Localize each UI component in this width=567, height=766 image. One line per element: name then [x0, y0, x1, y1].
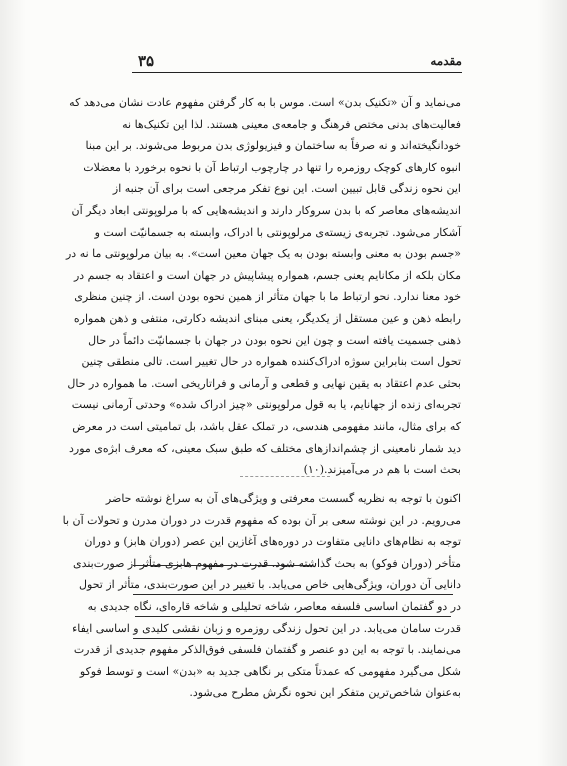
pen-underline — [133, 565, 313, 566]
text-line: تحول است بنابراین سوژه ادراک‌کننده همواره در حال تغییر است. تالی منطقی چنین — [81, 355, 461, 369]
page-header — [132, 50, 462, 74]
text-line: می‌رویم. در این نوشته سعی بر آن بوده که مفهوم قدرت در دوران مدرن و تحولات آن با — [62, 513, 461, 527]
text-line: اندیشه‌های معاصر که با بدن سروکار دارند و اندیشه‌هایی که با مرلوپونتی ابعاد دیگر آن — [71, 203, 461, 217]
text-line: انبوه کارهای کوچک روزمره را تنها در چارچوب ارتباط آن با نحوه برخورد با معضلات — [83, 160, 461, 174]
pen-underline — [133, 594, 453, 595]
text-line: به‌عنوان شاخص‌ترین متفکر این نحوه نگرش مطرح می‌شود. — [189, 686, 461, 700]
header-rule — [132, 72, 462, 73]
text-line: که برای مثال، مانند مفهومی هندسی، در تملک عقل باشد، بل تمامیتی است در معرض — [72, 419, 461, 433]
text-line: دید شمار نامعینی از چشم‌اندازهای مختلف که طبق سبک معینی، که معرف ابژه‌ی مورد — [69, 441, 461, 455]
page-edge-shadow-left — [0, 0, 26, 766]
text-line: بحثی عدم اعتقاد به یقین نهایی و قطعی و آرمانی و فراتاریخی است. ما همواره در حال — [67, 376, 461, 390]
text-line: ذهنی جسمیت یافته است و چون این نحوه بودن در جهان با جسمانیّت دائماً در حال — [88, 333, 461, 347]
text-line: می‌نمایند. با توجه به این دو عنصر و گفتمان فلسفی فوق‌الذکر مفهوم جدیدی از قدرت — [73, 643, 461, 657]
text-line: رابطه ذهن و عین مستقل از یکدیگر، یعنی مبنای اندیشه دکارتی، منتفی و ذهن همواره — [73, 311, 461, 325]
text-line: «جسم بودن به معنی وابسته بودن به یک جهان معین است». به بیان مرلوپونتی ما نه در — [66, 247, 461, 261]
page-number: ۳۵ — [138, 52, 155, 70]
paragraph-2 — [62, 488, 461, 704]
page-edge-shadow-right — [537, 0, 567, 766]
text-line: اکنون با توجه به نظریه گسست معرفتی و ویژگی‌های آن به سراغ نوشته حاضر — [105, 492, 461, 505]
text-line: دانایی آن دوران، ویژگی‌هایی خاص می‌یابد. با تغییر در این صورت‌بندی، متأثر از تحول — [79, 578, 461, 592]
text-line: فعالیت‌های بدنی مختص فرهنگ و جامعه‌ی معینی هستند. لذا این تکنیک‌ها نه — [122, 117, 461, 131]
pen-underline — [135, 616, 451, 617]
running-title: مقدمه — [430, 54, 462, 68]
paragraph-1 — [66, 92, 461, 481]
text-line: بحث است با هم در می‌آمیزند.(۱۰) — [303, 463, 461, 477]
text-line: شکل می‌گیرد مفهومی که عمدتاً متکی بر نگاهی جدید به «بدن» است و توسط فوکو — [79, 664, 461, 678]
text-line: در دو گفتمان اساسی فلسفه معاصر، شاخه تحلیلی و شاخه قاره‌ای، نگاه جدیدی به — [87, 599, 461, 613]
text-line: مکان بلکه از مکانایم یعنی جسم، همواره پیشاپیش در جهان است و اعتقاد به جسم در — [73, 268, 461, 282]
pencil-mark — [240, 476, 330, 479]
text-line: خودانگیخته‌اند و نه صرفاً به ساختمان و فیزیولوژی بدن مربوط می‌شوند. بر این مبنا — [85, 139, 461, 153]
text-line: این نحوه زندگی قابل تبیین است. این نوع تفکر مرجعی است برای آن جنبه از — [112, 182, 461, 196]
text-line: خود معنا ندارد. نحو ارتباط ما با جهان متأثر از همین نحوه بودن است. از چنین منظری — [74, 290, 461, 304]
text-line: توجه به نظام‌های دانایی متفاوت در دوره‌های آغازین این عصر (دوران هابز) و دوران — [84, 535, 461, 549]
text-line: تجربه‌ای زنده از جهانایم، یا به قول مرلوپونتی «چیز ادراک شده» وحدتی آرمانی نیست — [71, 398, 461, 412]
text-line: می‌نماید و آن «تکنیک بدن» است. موس با به کار گرفتن مفهوم عادت نشان می‌دهد که — [69, 96, 461, 109]
pen-underline — [133, 638, 253, 639]
text-line: متأخر (دوران فوکو) به بحث گذاشته شود. قدرت در مفهوم هابزی متأثر از صورت‌بندی — [72, 556, 461, 570]
text-line: آشکار می‌شود. تجربه‌ی زیسته‌ی مرلوپونتی با ادراک، وابسته به جسمانیّت است و — [94, 225, 461, 239]
text-line: قدرت سامان می‌یابد. در این تحول زندگی روزمره و زبان نقشی کلیدی و اساسی ایفاء — [72, 621, 461, 635]
